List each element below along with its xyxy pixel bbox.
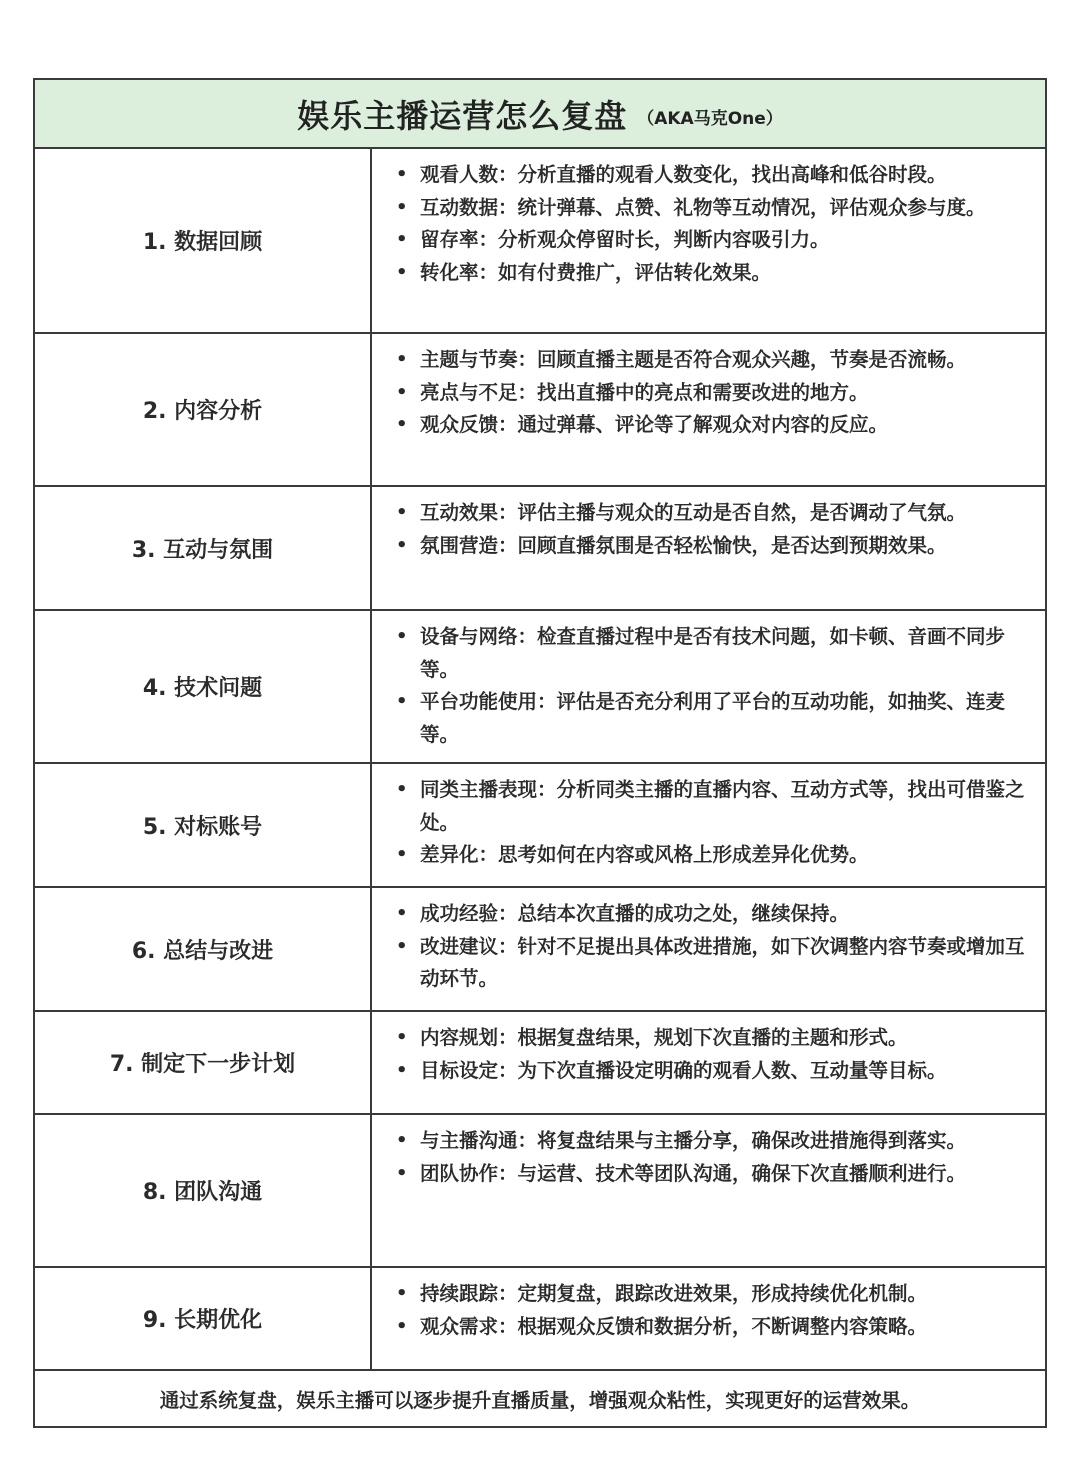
list-item: • 氛围营造：回顾直播氛围是否轻松愉快，是否达到预期效果。 xyxy=(396,530,1031,563)
review-table xyxy=(33,78,1047,1428)
list-item: • 留存率：分析观众停留时长，判断内容吸引力。 xyxy=(396,224,1031,257)
bullet-dot-icon: • xyxy=(396,261,408,283)
list-item: • 观看人数：分析直播的观看人数变化，找出高峰和低谷时段。 xyxy=(396,159,1031,192)
list-item: • 互动效果：评估主播与观众的互动是否自然，是否调动了气氛。 xyxy=(396,497,1031,530)
list-item: • 内容规划：根据复盘结果，规划下次直播的主题和形式。 xyxy=(396,1022,1031,1055)
row-bullets xyxy=(372,764,1045,886)
table-row xyxy=(35,334,1045,487)
list-item: • 主题与节奏：回顾直播主题是否符合观众兴趣，节奏是否流畅。 xyxy=(396,344,1031,377)
table-row xyxy=(35,487,1045,611)
row-heading: 4. 技术问题 xyxy=(35,611,372,762)
bullet-dot-icon: • xyxy=(396,414,408,435)
title-row xyxy=(35,80,1045,149)
bullet-dot-icon: • xyxy=(396,1283,408,1304)
bullet-dot-icon: • xyxy=(396,1162,408,1184)
list-item: • 与主播沟通：将复盘结果与主播分享，确保改进措施得到落实。 xyxy=(396,1125,1031,1158)
row-bullets xyxy=(372,1115,1045,1266)
bullet-dot-icon: • xyxy=(396,534,408,556)
bullet-dot-icon: • xyxy=(396,691,408,712)
row-bullets xyxy=(372,149,1045,332)
bullet-dot-icon: • xyxy=(396,1315,408,1337)
bullet-dot-icon: • xyxy=(396,229,408,250)
row-heading: 7. 制定下一步计划 xyxy=(35,1012,372,1113)
bullet-dot-icon: • xyxy=(396,502,408,523)
list-item: • 差异化：思考如何在内容或风格上形成差异化优势。 xyxy=(396,839,1031,872)
table-row xyxy=(35,888,1045,1012)
page-subtitle: （AKA马克One） xyxy=(637,109,783,129)
summary-footer: 通过系统复盘，娱乐主播可以逐步提升直播质量，增强观众粘性，实现更好的运营效果。 xyxy=(159,1388,921,1412)
table-row xyxy=(35,1115,1045,1268)
table-row xyxy=(35,1268,1045,1371)
row-bullets xyxy=(372,487,1045,609)
table-row xyxy=(35,1012,1045,1115)
bullet-dot-icon: • xyxy=(396,935,408,957)
list-item: • 目标设定：为下次直播设定明确的观看人数、互动量等目标。 xyxy=(396,1055,1031,1088)
bullet-dot-icon: • xyxy=(396,626,408,647)
list-item: • 互动数据：统计弹幕、点赞、礼物等互动情况，评估观众参与度。 xyxy=(396,192,1031,225)
row-bullets xyxy=(372,334,1045,485)
row-heading: 3. 互动与氛围 xyxy=(35,487,372,609)
list-item: • 同类主播表现：分析同类主播的直播内容、互动方式等，找出可借鉴之处。 xyxy=(396,774,1031,839)
row-heading: 5. 对标账号 xyxy=(35,764,372,886)
list-item: • 改进建议：针对不足提出具体改进措施，如下次调整内容节奏或增加互动环节。 xyxy=(396,931,1031,996)
bullet-dot-icon: • xyxy=(396,903,408,924)
row-bullets xyxy=(372,888,1045,1010)
row-heading: 6. 总结与改进 xyxy=(35,888,372,1010)
list-item: • 成功经验：总结本次直播的成功之处，继续保持。 xyxy=(396,898,1031,931)
row-bullets xyxy=(372,1012,1045,1113)
row-heading: 1. 数据回顾 xyxy=(35,149,372,332)
table-row xyxy=(35,149,1045,334)
bullet-dot-icon: • xyxy=(396,196,408,218)
bullet-dot-icon: • xyxy=(396,1059,408,1081)
bullet-dot-icon: • xyxy=(396,381,408,403)
row-heading: 8. 团队沟通 xyxy=(35,1115,372,1266)
list-item: • 观众反馈：通过弹幕、评论等了解观众对内容的反应。 xyxy=(396,409,1031,442)
row-heading: 2. 内容分析 xyxy=(35,334,372,485)
table-row xyxy=(35,611,1045,764)
bullet-dot-icon: • xyxy=(396,349,408,370)
list-item: • 平台功能使用：评估是否充分利用了平台的互动功能，如抽奖、连麦等。 xyxy=(396,686,1031,751)
list-item: • 观众需求：根据观众反馈和数据分析，不断调整内容策略。 xyxy=(396,1311,1031,1344)
bullet-dot-icon: • xyxy=(396,1130,408,1151)
row-bullets xyxy=(372,1268,1045,1369)
bullet-dot-icon: • xyxy=(396,1027,408,1048)
page-title: 娱乐主播运营怎么复盘 xyxy=(297,96,628,135)
bullet-dot-icon: • xyxy=(396,164,408,185)
list-item: • 设备与网络：检查直播过程中是否有技术问题，如卡顿、音画不同步等。 xyxy=(396,621,1031,686)
bullet-dot-icon: • xyxy=(396,779,408,800)
list-item: • 转化率：如有付费推广，评估转化效果。 xyxy=(396,257,1031,290)
list-item: • 亮点与不足：找出直播中的亮点和需要改进的地方。 xyxy=(396,377,1031,410)
list-item: • 持续跟踪：定期复盘，跟踪改进效果，形成持续优化机制。 xyxy=(396,1278,1031,1311)
list-item: • 团队协作：与运营、技术等团队沟通，确保下次直播顺利进行。 xyxy=(396,1158,1031,1191)
table-row xyxy=(35,764,1045,888)
bullet-dot-icon: • xyxy=(396,844,408,865)
row-heading: 9. 长期优化 xyxy=(35,1268,372,1369)
row-bullets xyxy=(372,611,1045,762)
